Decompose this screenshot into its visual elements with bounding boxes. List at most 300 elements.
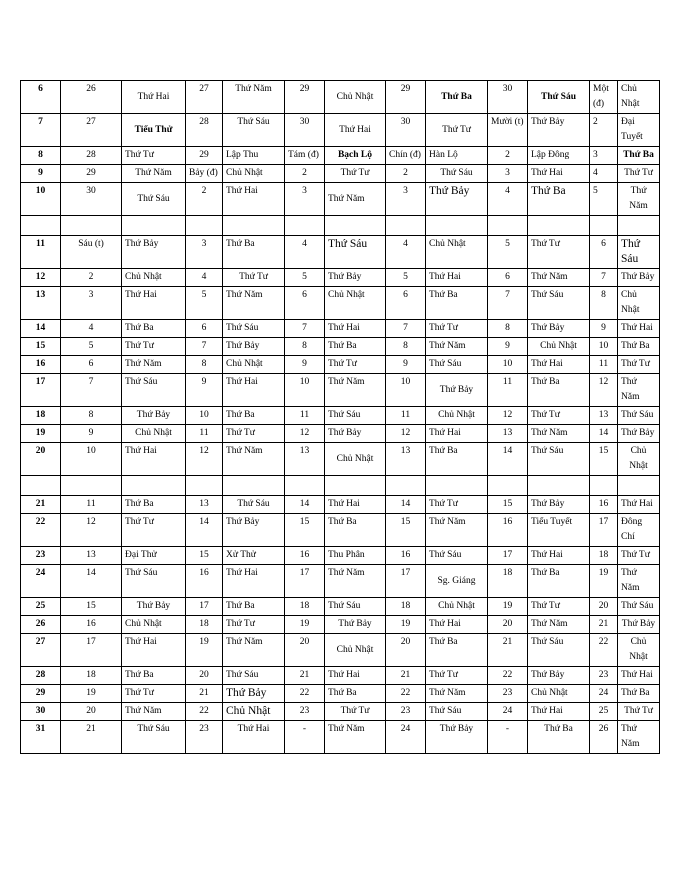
empty-cell — [61, 476, 122, 496]
empty-cell — [618, 216, 660, 236]
lunar-day-cell: 24 — [386, 721, 426, 754]
lunar-day-cell: 26 — [61, 81, 122, 114]
table-row — [21, 183, 660, 216]
weekday-cell: Thứ Ba — [528, 721, 590, 754]
lunar-day-cell: 28 — [186, 114, 223, 147]
weekday-cell: Thứ Ba — [325, 514, 386, 547]
weekday-cell: Thứ Năm — [426, 514, 488, 547]
weekday-cell: Chủ Nhật — [528, 338, 590, 356]
lunar-day-cell: 15 — [186, 547, 223, 565]
weekday-cell: Thứ Năm — [122, 356, 186, 374]
weekday-cell: Thứ Tư — [426, 667, 488, 685]
weekday-cell: Thứ Năm — [528, 616, 590, 634]
lunar-day-cell: Mười (t) — [488, 114, 528, 147]
weekday-cell: Thứ Sáu — [426, 356, 488, 374]
lunar-day-cell: 8 — [285, 338, 325, 356]
weekday-cell: Thứ Hai — [618, 320, 660, 338]
lunar-day-cell: 22 — [285, 685, 325, 703]
weekday-cell: Tiểu Tuyết — [528, 514, 590, 547]
lunar-day-cell: 11 — [590, 356, 618, 374]
empty-cell — [528, 476, 590, 496]
lunar-day-cell: 3 — [61, 287, 122, 320]
empty-cell — [618, 476, 660, 496]
table-row — [21, 514, 660, 547]
empty-cell — [186, 216, 223, 236]
weekday-cell: Tiểu Thử — [122, 114, 186, 147]
weekday-cell: Thứ Ba — [528, 183, 590, 216]
table-row — [21, 320, 660, 338]
weekday-cell: Thứ Ba — [223, 407, 285, 425]
weekday-cell: Thứ Hai — [618, 667, 660, 685]
weekday-cell: Thứ Ba — [528, 374, 590, 407]
empty-cell — [488, 216, 528, 236]
lunar-day-cell: 12 — [386, 425, 426, 443]
weekday-cell: Thứ Hai — [618, 496, 660, 514]
weekday-cell: Thứ Ba — [426, 81, 488, 114]
weekday-cell: Thứ Ba — [325, 685, 386, 703]
lunar-day-cell: 11 — [186, 425, 223, 443]
day-number-cell: 25 — [21, 598, 61, 616]
table-row — [21, 165, 660, 183]
table-row — [21, 598, 660, 616]
lunar-day-cell: 18 — [386, 598, 426, 616]
weekday-cell: Thứ Hai — [122, 443, 186, 476]
lunar-day-cell: 4 — [488, 183, 528, 216]
weekday-cell: Thứ Năm — [325, 565, 386, 598]
lunar-day-cell: 29 — [186, 147, 223, 165]
weekday-cell: Chủ Nhật — [122, 425, 186, 443]
weekday-cell: Thứ Sáu — [223, 496, 285, 514]
lunar-day-cell: Bảy (đ) — [186, 165, 223, 183]
weekday-cell: Sg. Giáng — [426, 565, 488, 598]
weekday-cell: Thứ Tư — [618, 703, 660, 721]
lunar-day-cell: 4 — [61, 320, 122, 338]
weekday-cell: Thứ Bảy — [325, 269, 386, 287]
weekday-cell: Thứ Tư — [618, 547, 660, 565]
weekday-cell: Thứ Năm — [122, 703, 186, 721]
lunar-day-cell: 30 — [285, 114, 325, 147]
lunar-day-cell: 14 — [488, 443, 528, 476]
day-number-cell: 29 — [21, 685, 61, 703]
empty-cell — [285, 216, 325, 236]
lunar-day-cell: 19 — [186, 634, 223, 667]
empty-cell — [122, 476, 186, 496]
weekday-cell: Hàn Lộ — [426, 147, 488, 165]
weekday-cell: Thứ Năm — [223, 443, 285, 476]
weekday-cell: Thứ Bảy — [426, 374, 488, 407]
lunar-day-cell: 10 — [590, 338, 618, 356]
weekday-cell: Thứ Bảy — [223, 514, 285, 547]
table-row — [21, 236, 660, 269]
weekday-cell: Thứ Bảy — [325, 616, 386, 634]
lunar-day-cell: 5 — [186, 287, 223, 320]
lunar-day-cell: 21 — [285, 667, 325, 685]
lunar-day-cell: 14 — [61, 565, 122, 598]
weekday-cell: Thứ Tư — [325, 165, 386, 183]
empty-cell — [325, 476, 386, 496]
lunar-day-cell: Tám (đ) — [285, 147, 325, 165]
empty-cell — [386, 476, 426, 496]
weekday-cell: Thứ Năm — [122, 165, 186, 183]
weekday-cell: Thứ Ba — [223, 598, 285, 616]
table-row — [21, 425, 660, 443]
lunar-day-cell: 6 — [61, 356, 122, 374]
weekday-cell: Thứ Sáu — [528, 443, 590, 476]
weekday-cell: Thứ Bảy — [223, 338, 285, 356]
lunar-day-cell: 25 — [590, 703, 618, 721]
lunar-day-cell: 15 — [488, 496, 528, 514]
lunar-day-cell: 14 — [285, 496, 325, 514]
lunar-day-cell: 5 — [386, 269, 426, 287]
lunar-day-cell: 2 — [61, 269, 122, 287]
weekday-cell: Thứ Ba — [618, 338, 660, 356]
table-row — [21, 407, 660, 425]
lunar-day-cell: 18 — [488, 565, 528, 598]
lunar-day-cell: 21 — [386, 667, 426, 685]
lunar-day-cell: 26 — [590, 721, 618, 754]
day-number-cell: 15 — [21, 338, 61, 356]
lunar-day-cell: 19 — [590, 565, 618, 598]
weekday-cell: Chủ Nhật — [325, 443, 386, 476]
empty-cell — [590, 476, 618, 496]
lunar-day-cell: 29 — [61, 165, 122, 183]
lunar-day-cell: 15 — [590, 443, 618, 476]
table-row — [21, 81, 660, 114]
empty-cell — [285, 476, 325, 496]
separator-row — [21, 476, 660, 496]
weekday-cell: Thứ Hai — [426, 616, 488, 634]
lunar-day-cell: 30 — [61, 183, 122, 216]
table-row — [21, 443, 660, 476]
lunar-day-cell: 11 — [61, 496, 122, 514]
lunar-day-cell: 6 — [186, 320, 223, 338]
weekday-cell: Thứ Tư — [528, 407, 590, 425]
weekday-cell: Thứ Hai — [528, 165, 590, 183]
table-row — [21, 269, 660, 287]
weekday-cell: Thứ Sáu — [528, 287, 590, 320]
weekday-cell: Chủ Nhật — [426, 407, 488, 425]
weekday-cell: Thứ Bảy — [528, 667, 590, 685]
weekday-cell: Thứ Hai — [223, 721, 285, 754]
weekday-cell: Thứ Hai — [426, 269, 488, 287]
lunar-day-cell: - — [285, 721, 325, 754]
table-row — [21, 685, 660, 703]
day-number-cell: 18 — [21, 407, 61, 425]
weekday-cell: Thứ Tư — [618, 165, 660, 183]
weekday-cell: Thứ Sáu — [122, 183, 186, 216]
weekday-cell: Thứ Ba — [618, 685, 660, 703]
lunar-day-cell: 23 — [590, 667, 618, 685]
lunar-day-cell: 11 — [488, 374, 528, 407]
lunar-day-cell: 6 — [386, 287, 426, 320]
lunar-day-cell: 9 — [61, 425, 122, 443]
lunar-day-cell: 2 — [488, 147, 528, 165]
separator-row — [21, 216, 660, 236]
lunar-day-cell: 8 — [61, 407, 122, 425]
lunar-day-cell: 4 — [186, 269, 223, 287]
lunar-day-cell: 5 — [488, 236, 528, 269]
lunar-day-cell: 27 — [61, 114, 122, 147]
lunar-day-cell: 29 — [285, 81, 325, 114]
weekday-cell: Chủ Nhật — [528, 685, 590, 703]
weekday-cell: Thứ Bảy — [426, 183, 488, 216]
day-number-cell: 20 — [21, 443, 61, 476]
weekday-cell: Thứ Năm — [426, 685, 488, 703]
day-number-cell: 11 — [21, 236, 61, 269]
lunar-day-cell: 15 — [386, 514, 426, 547]
weekday-cell: Thứ Sáu — [426, 165, 488, 183]
weekday-cell: Thứ Ba — [426, 287, 488, 320]
lunar-day-cell: 2 — [590, 114, 618, 147]
weekday-cell: Thứ Hai — [528, 356, 590, 374]
lunar-day-cell: 20 — [590, 598, 618, 616]
lunar-day-cell: 9 — [488, 338, 528, 356]
weekday-cell: Thứ Năm — [528, 269, 590, 287]
lunar-day-cell: 16 — [386, 547, 426, 565]
lunar-day-cell: 8 — [590, 287, 618, 320]
lunar-day-cell: 16 — [488, 514, 528, 547]
day-number-cell: 10 — [21, 183, 61, 216]
weekday-cell: Thứ Sáu — [223, 114, 285, 147]
lunar-day-cell: 10 — [285, 374, 325, 407]
weekday-cell: Thứ Sáu — [426, 703, 488, 721]
lunar-day-cell: 10 — [186, 407, 223, 425]
day-number-cell: 24 — [21, 565, 61, 598]
empty-cell — [61, 216, 122, 236]
weekday-cell: Chủ Nhật — [122, 269, 186, 287]
lunar-day-cell: 12 — [186, 443, 223, 476]
weekday-cell: Lập Đông — [528, 147, 590, 165]
lunar-day-cell: 3 — [186, 236, 223, 269]
day-number-cell: 27 — [21, 634, 61, 667]
lunar-day-cell: 13 — [590, 407, 618, 425]
lunar-day-cell: 14 — [186, 514, 223, 547]
weekday-cell: Thứ Tư — [528, 236, 590, 269]
weekday-cell: Thứ Bảy — [618, 425, 660, 443]
lunar-day-cell: 5 — [590, 183, 618, 216]
weekday-cell: Thứ Hai — [325, 667, 386, 685]
lunar-day-cell: 13 — [488, 425, 528, 443]
weekday-cell: Chủ Nhật — [426, 236, 488, 269]
weekday-cell: Thứ Sáu — [618, 236, 660, 269]
lunar-day-cell: Một (đ) — [590, 81, 618, 114]
empty-cell — [590, 216, 618, 236]
lunar-day-cell: 9 — [285, 356, 325, 374]
weekday-cell: Thứ Hai — [325, 114, 386, 147]
table-row — [21, 616, 660, 634]
weekday-cell: Thứ Tư — [426, 320, 488, 338]
table-row — [21, 374, 660, 407]
weekday-cell: Thứ Sáu — [618, 407, 660, 425]
lunar-day-cell: 16 — [186, 565, 223, 598]
lunar-day-cell: 18 — [186, 616, 223, 634]
weekday-cell: Thứ Tư — [223, 425, 285, 443]
lunar-day-cell: 5 — [61, 338, 122, 356]
lunar-day-cell: 18 — [590, 547, 618, 565]
weekday-cell: Thứ Ba — [618, 147, 660, 165]
lunar-day-cell: 30 — [386, 114, 426, 147]
lunar-day-cell: 12 — [590, 374, 618, 407]
weekday-cell: Chủ Nhật — [325, 81, 386, 114]
weekday-cell: Thứ Hai — [122, 287, 186, 320]
lunar-day-cell: 21 — [590, 616, 618, 634]
day-number-cell: 28 — [21, 667, 61, 685]
weekday-cell: Thứ Năm — [618, 374, 660, 407]
weekday-cell: Thứ Ba — [122, 496, 186, 514]
lunar-day-cell: 14 — [590, 425, 618, 443]
lunar-day-cell: 16 — [590, 496, 618, 514]
lunar-day-cell: 7 — [186, 338, 223, 356]
weekday-cell: Thứ Bảy — [528, 114, 590, 147]
lunar-day-cell: 19 — [386, 616, 426, 634]
table-row — [21, 565, 660, 598]
weekday-cell: Chủ Nhật — [223, 703, 285, 721]
lunar-day-cell: 14 — [386, 496, 426, 514]
lunar-day-cell: 20 — [488, 616, 528, 634]
weekday-cell: Thứ Năm — [223, 287, 285, 320]
weekday-cell: Thứ Tư — [426, 496, 488, 514]
day-number-cell: 31 — [21, 721, 61, 754]
lunar-day-cell: 10 — [61, 443, 122, 476]
lunar-day-cell: 21 — [61, 721, 122, 754]
lunar-day-cell: 9 — [590, 320, 618, 338]
calendar-body — [21, 81, 660, 754]
weekday-cell: Thu Phân — [325, 547, 386, 565]
lunar-day-cell: 13 — [285, 443, 325, 476]
lunar-day-cell: 8 — [186, 356, 223, 374]
lunar-day-cell: 10 — [386, 374, 426, 407]
weekday-cell: Thứ Sáu — [325, 236, 386, 269]
lunar-day-cell: 22 — [590, 634, 618, 667]
lunar-day-cell: 29 — [386, 81, 426, 114]
lunar-day-cell: 11 — [386, 407, 426, 425]
weekday-cell: Chủ Nhật — [223, 165, 285, 183]
weekday-cell: Thứ Bảy — [618, 269, 660, 287]
weekday-cell: Thứ Hai — [223, 565, 285, 598]
calendar-table — [20, 80, 660, 754]
weekday-cell: Thứ Sáu — [122, 565, 186, 598]
weekday-cell: Thứ Bảy — [122, 598, 186, 616]
weekday-cell: Thứ Sáu — [528, 634, 590, 667]
weekday-cell: Thứ Bảy — [122, 236, 186, 269]
lunar-day-cell: 21 — [186, 685, 223, 703]
weekday-cell: Thứ Năm — [618, 565, 660, 598]
weekday-cell: Thứ Tư — [122, 147, 186, 165]
lunar-day-cell: 18 — [285, 598, 325, 616]
lunar-day-cell: 23 — [386, 703, 426, 721]
weekday-cell: Chủ Nhật — [122, 616, 186, 634]
weekday-cell: Thứ Sáu — [122, 721, 186, 754]
lunar-day-cell: 7 — [590, 269, 618, 287]
lunar-day-cell: 4 — [285, 236, 325, 269]
empty-cell — [223, 216, 285, 236]
lunar-day-cell: 20 — [285, 634, 325, 667]
weekday-cell: Thứ Năm — [325, 721, 386, 754]
weekday-cell: Thứ Năm — [426, 338, 488, 356]
weekday-cell: Thứ Tư — [122, 685, 186, 703]
table-row — [21, 147, 660, 165]
weekday-cell: Chủ Nhật — [223, 356, 285, 374]
table-row — [21, 496, 660, 514]
lunar-day-cell: 18 — [61, 667, 122, 685]
lunar-day-cell: 24 — [590, 685, 618, 703]
lunar-day-cell: 5 — [285, 269, 325, 287]
table-row — [21, 338, 660, 356]
day-number-cell: 22 — [21, 514, 61, 547]
lunar-day-cell: 13 — [186, 496, 223, 514]
weekday-cell: Chủ Nhật — [618, 634, 660, 667]
lunar-day-cell: 12 — [488, 407, 528, 425]
lunar-day-cell: 22 — [186, 703, 223, 721]
weekday-cell: Thứ Ba — [122, 320, 186, 338]
lunar-day-cell: 8 — [488, 320, 528, 338]
lunar-day-cell: 7 — [61, 374, 122, 407]
weekday-cell: Thứ Tư — [223, 269, 285, 287]
table-row — [21, 287, 660, 320]
lunar-day-cell: 28 — [61, 147, 122, 165]
day-number-cell: 8 — [21, 147, 61, 165]
day-number-cell: 23 — [21, 547, 61, 565]
weekday-cell: Thứ Hai — [223, 374, 285, 407]
lunar-day-cell: 2 — [285, 165, 325, 183]
lunar-day-cell: 15 — [61, 598, 122, 616]
lunar-day-cell: 6 — [285, 287, 325, 320]
weekday-cell: Thứ Tư — [223, 616, 285, 634]
weekday-cell: Xử Thử — [223, 547, 285, 565]
weekday-cell: Thứ Tư — [122, 338, 186, 356]
lunar-day-cell: 4 — [386, 236, 426, 269]
weekday-cell: Thứ Năm — [528, 425, 590, 443]
lunar-day-cell: 30 — [488, 81, 528, 114]
weekday-cell: Thứ Năm — [618, 721, 660, 754]
lunar-day-cell: 17 — [61, 634, 122, 667]
lunar-day-cell: 19 — [285, 616, 325, 634]
weekday-cell: Thứ Sáu — [426, 547, 488, 565]
lunar-day-cell: 7 — [386, 320, 426, 338]
weekday-cell: Thứ Hai — [223, 183, 285, 216]
weekday-cell: Thứ Sáu — [223, 667, 285, 685]
day-number-cell: 19 — [21, 425, 61, 443]
weekday-cell: Thứ Năm — [223, 81, 285, 114]
weekday-cell: Thứ Tư — [325, 356, 386, 374]
lunar-day-cell: 6 — [488, 269, 528, 287]
lunar-day-cell: 3 — [488, 165, 528, 183]
lunar-day-cell: 20 — [186, 667, 223, 685]
weekday-cell: Thứ Tư — [528, 598, 590, 616]
weekday-cell: Thứ Bảy — [122, 407, 186, 425]
weekday-cell: Chủ Nhật — [618, 443, 660, 476]
weekday-cell: Thứ Ba — [528, 565, 590, 598]
weekday-cell: Thứ Bảy — [325, 425, 386, 443]
weekday-cell: Thứ Hai — [528, 703, 590, 721]
day-number-cell: 13 — [21, 287, 61, 320]
day-number-cell: 9 — [21, 165, 61, 183]
day-number-cell: 16 — [21, 356, 61, 374]
weekday-cell: Thứ Hai — [426, 425, 488, 443]
lunar-day-cell: 17 — [386, 565, 426, 598]
lunar-day-cell: 4 — [590, 165, 618, 183]
weekday-cell: Lập Thu — [223, 147, 285, 165]
lunar-day-cell: 9 — [386, 356, 426, 374]
lunar-day-cell: 12 — [61, 514, 122, 547]
lunar-day-cell: 3 — [590, 147, 618, 165]
lunar-day-cell: 7 — [488, 287, 528, 320]
empty-cell — [426, 216, 488, 236]
lunar-day-cell: 3 — [386, 183, 426, 216]
weekday-cell: Thứ Hai — [325, 496, 386, 514]
table-row — [21, 356, 660, 374]
weekday-cell: Đại Tuyết — [618, 114, 660, 147]
